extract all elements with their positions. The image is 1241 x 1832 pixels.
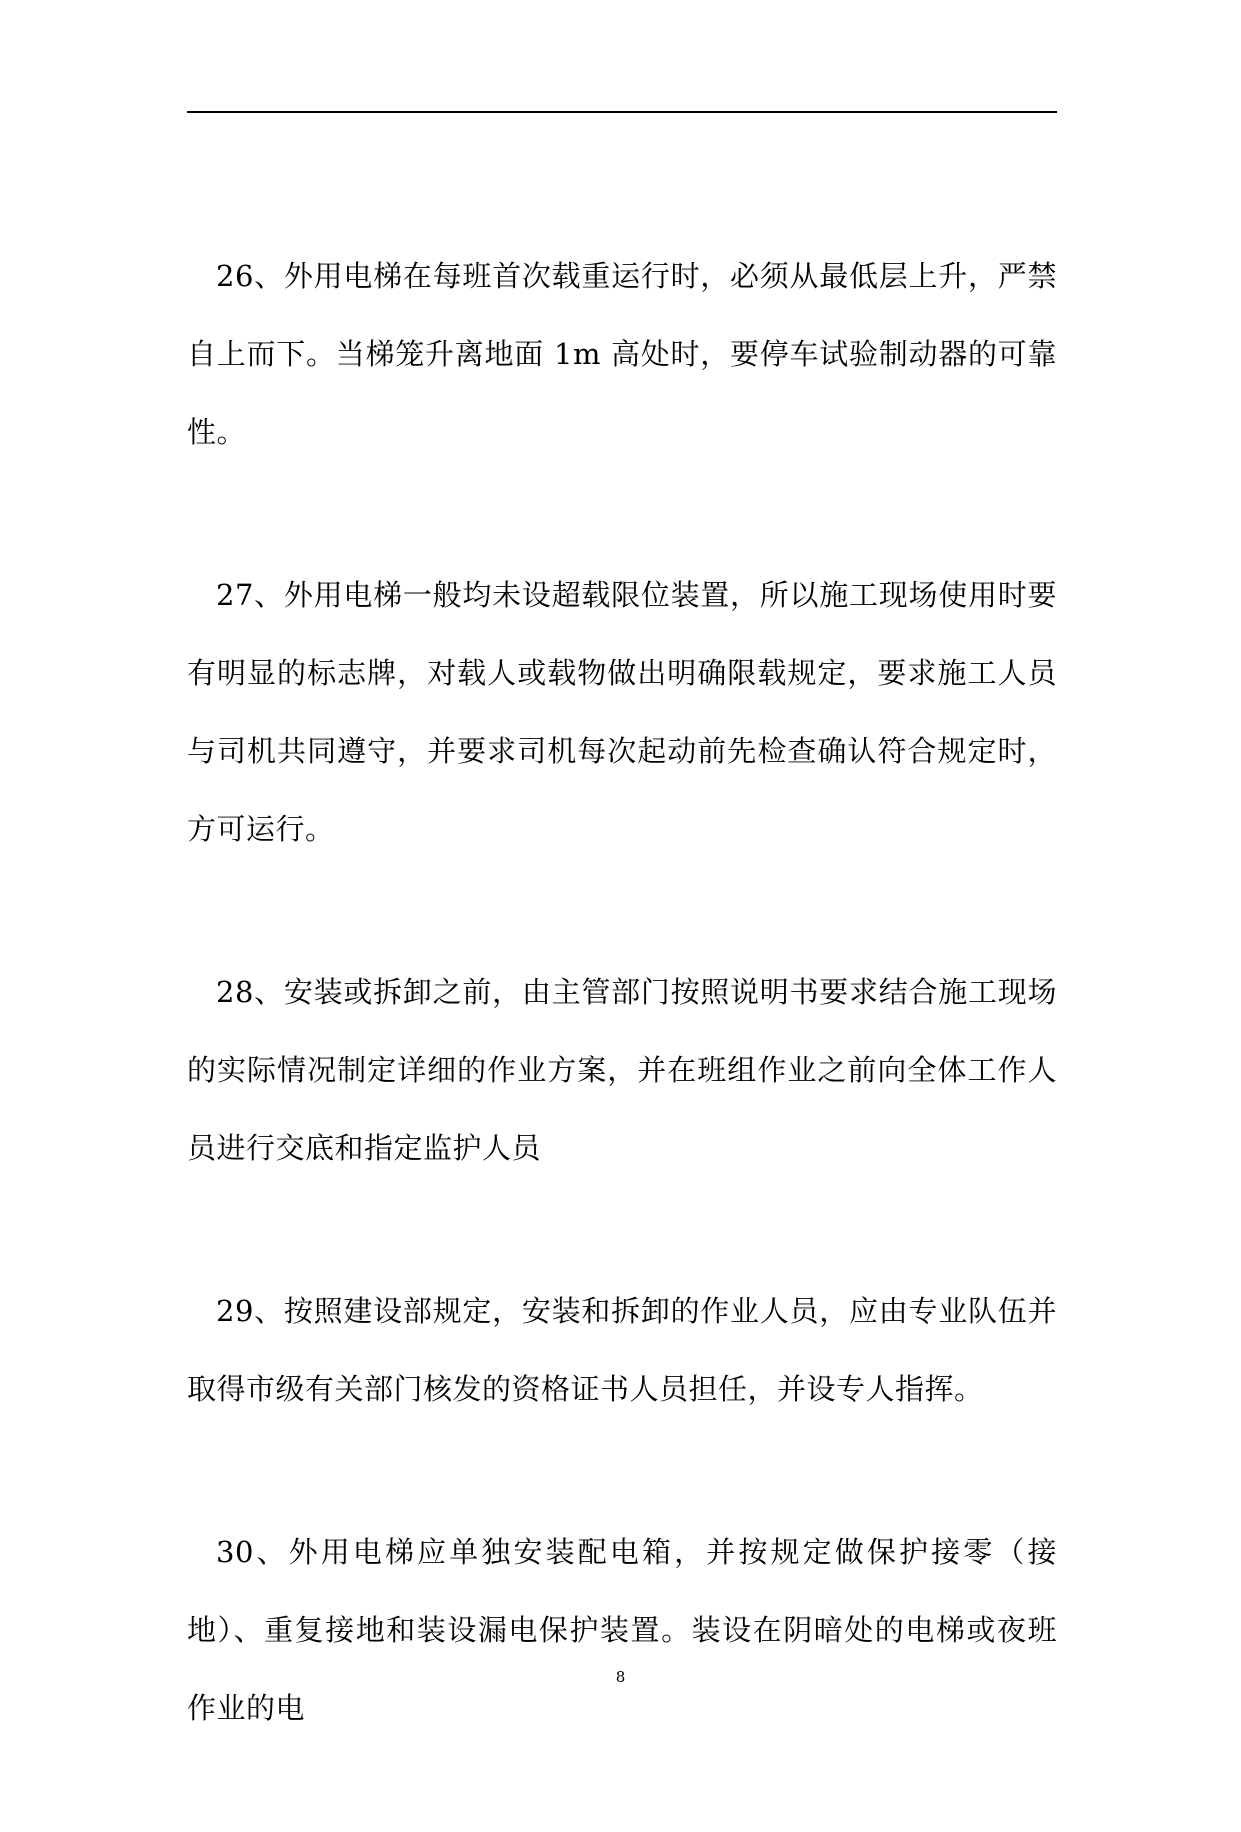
document-body — [187, 237, 1057, 1832]
paragraph-29: 29、按照建设部规定，安装和拆卸的作业人员，应由专业队伍并取得市级有关部门核发的资格证书人员担任，并设专人指挥。 — [187, 1294, 1057, 1406]
paragraph-30: 30、外用电梯应单独安装配电箱，并按规定做保护接零（接地）、重复接地和装设漏电保护装置。装设在阴暗处的电梯或夜班作业的电 — [187, 1535, 1057, 1725]
paragraph-27: 27、外用电梯一般均未设超载限位装置，所以施工现场使用时要有明显的标志牌，对载人或载物做出明确限载规定，要求施工人员与司机共同遵守，并要求司机每次起动前先检查确认符合规定时，方可运行。 — [187, 578, 1057, 846]
header-rule — [187, 111, 1057, 113]
paragraph-28: 28、安装或拆卸之前，由主管部门按照说明书要求结合施工现场的实际情况制定详细的作业方案，并在班组作业之前向全体工作人员进行交底和指定监护人员 — [187, 975, 1057, 1165]
page-number: 8 — [615, 1668, 626, 1686]
paragraph-26: 26、外用电梯在每班首次载重运行时，必须从最低层上升，严禁自上而下。当梯笼升离地面 1m 高处时，要停车试验制动器的可靠性。 — [187, 259, 1057, 449]
